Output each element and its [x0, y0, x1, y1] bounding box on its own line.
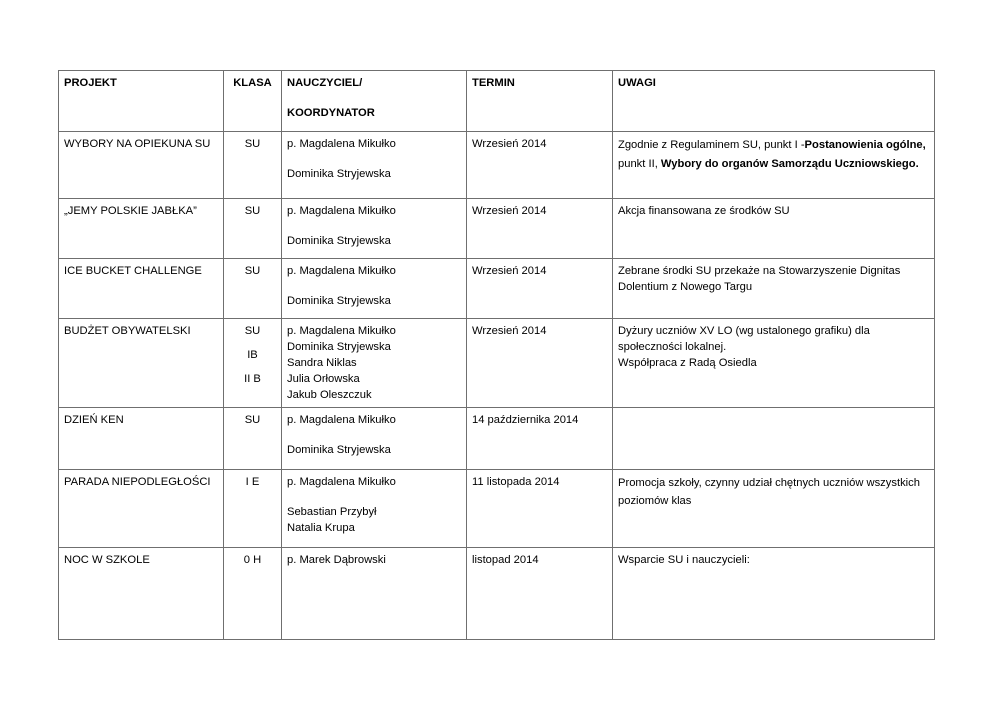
klasa-value: IB [247, 349, 258, 361]
teacher-name: Dominika Stryjewska [287, 295, 391, 307]
uwagi-text: Dyżury uczniów XV LO (wg ustalonego grafiku) dla społeczności lokalnej. [618, 325, 870, 353]
cell-teachers [282, 132, 467, 199]
cell-uwagi: Wsparcie SU i nauczycieli: [613, 548, 935, 640]
uwagi-text: Współpraca z Radą Osiedla [618, 357, 757, 369]
cell-termin: Wrzesień 2014 [467, 259, 613, 319]
teacher-name: Dominika Stryjewska [287, 168, 391, 180]
cell-projekt: NOC W SZKOLE [59, 548, 224, 640]
uwagi-bold: Wybory do organów Samorządu Uczniowskiego. [660, 158, 919, 170]
cell-termin: 11 listopada 2014 [467, 470, 613, 548]
klasa-value: SU [244, 325, 261, 337]
uwagi-text: Zgodnie z Regulaminem SU, punkt I - [618, 139, 805, 151]
teacher-name: Julia Orłowska [287, 373, 360, 385]
uwagi-bold: Postanowienia ogólne, [804, 139, 926, 151]
cell-projekt: DZIEŃ KEN [59, 408, 224, 470]
cell-klasa: SU [224, 132, 282, 199]
teacher-name: Natalia Krupa [287, 522, 355, 534]
teacher-name: Jakub Oleszczuk [287, 389, 372, 401]
header-termin: TERMIN [467, 71, 613, 132]
cell-projekt: WYBORY NA OPIEKUNA SU [59, 132, 224, 199]
uwagi-text: punkt II, [618, 158, 661, 170]
cell-teachers [282, 259, 467, 319]
cell-projekt: „JEMY POLSKIE JABŁKA” [59, 199, 224, 259]
cell-termin: Wrzesień 2014 [467, 319, 613, 408]
teacher-name: Dominika Stryjewska [287, 444, 391, 456]
cell-uwagi [613, 132, 935, 199]
teacher-name: Sebastian Przybył [287, 506, 377, 518]
teacher-name: p. Magdalena Mikułko [287, 265, 396, 277]
cell-termin: Wrzesień 2014 [467, 132, 613, 199]
header-projekt: PROJEKT [59, 71, 224, 132]
cell-klasa: SU [224, 199, 282, 259]
cell-teachers [282, 470, 467, 548]
cell-uwagi: Akcja finansowana ze środków SU [613, 199, 935, 259]
klasa-value: II B [244, 373, 261, 385]
teacher-name: p. Magdalena Mikułko [287, 138, 396, 150]
projects-table [58, 70, 935, 640]
cell-klasa: I E [224, 470, 282, 548]
teacher-name: p. Marek Dąbrowski [287, 554, 386, 566]
cell-termin: 14 października 2014 [467, 408, 613, 470]
teacher-name: Sandra Niklas [287, 357, 357, 369]
table-row [59, 132, 935, 199]
header-nauczyciel-line1: NAUCZYCIEL/ [287, 77, 363, 89]
cell-uwagi: Promocja szkoły, czynny udział chętnych uczniów wszystkich poziomów klas [613, 470, 935, 548]
table-row [59, 259, 935, 319]
cell-termin: listopad 2014 [467, 548, 613, 640]
teacher-name: p. Magdalena Mikułko [287, 476, 396, 488]
table-row [59, 199, 935, 259]
cell-uwagi [613, 319, 935, 408]
header-nauczyciel [282, 71, 467, 132]
header-klasa: KLASA [224, 71, 282, 132]
table-row [59, 548, 935, 640]
table-row [59, 470, 935, 548]
teacher-name: Dominika Stryjewska [287, 235, 391, 247]
teacher-name: Dominika Stryjewska [287, 341, 391, 353]
cell-uwagi [613, 408, 935, 470]
cell-klasa [224, 319, 282, 408]
cell-termin: Wrzesień 2014 [467, 199, 613, 259]
cell-klasa: SU [224, 408, 282, 470]
table-header-row [59, 71, 935, 132]
table-row [59, 319, 935, 408]
header-uwagi: UWAGI [613, 71, 935, 132]
teacher-name: p. Magdalena Mikułko [287, 325, 396, 337]
table-row [59, 408, 935, 470]
cell-projekt: ICE BUCKET CHALLENGE [59, 259, 224, 319]
header-nauczyciel-line2: KOORDYNATOR [287, 107, 375, 119]
cell-klasa: 0 H [224, 548, 282, 640]
cell-teachers [282, 319, 467, 408]
cell-teachers [282, 199, 467, 259]
cell-projekt: PARADA NIEPODLEGŁOŚCI [59, 470, 224, 548]
teacher-name: p. Magdalena Mikułko [287, 414, 396, 426]
teacher-name: p. Magdalena Mikułko [287, 205, 396, 217]
cell-uwagi: Zebrane środki SU przekaże na Stowarzyszenie Dignitas Dolentium z Nowego Targu [613, 259, 935, 319]
cell-teachers [282, 548, 467, 640]
cell-teachers [282, 408, 467, 470]
cell-klasa: SU [224, 259, 282, 319]
cell-projekt: BUDŻET OBYWATELSKI [59, 319, 224, 408]
